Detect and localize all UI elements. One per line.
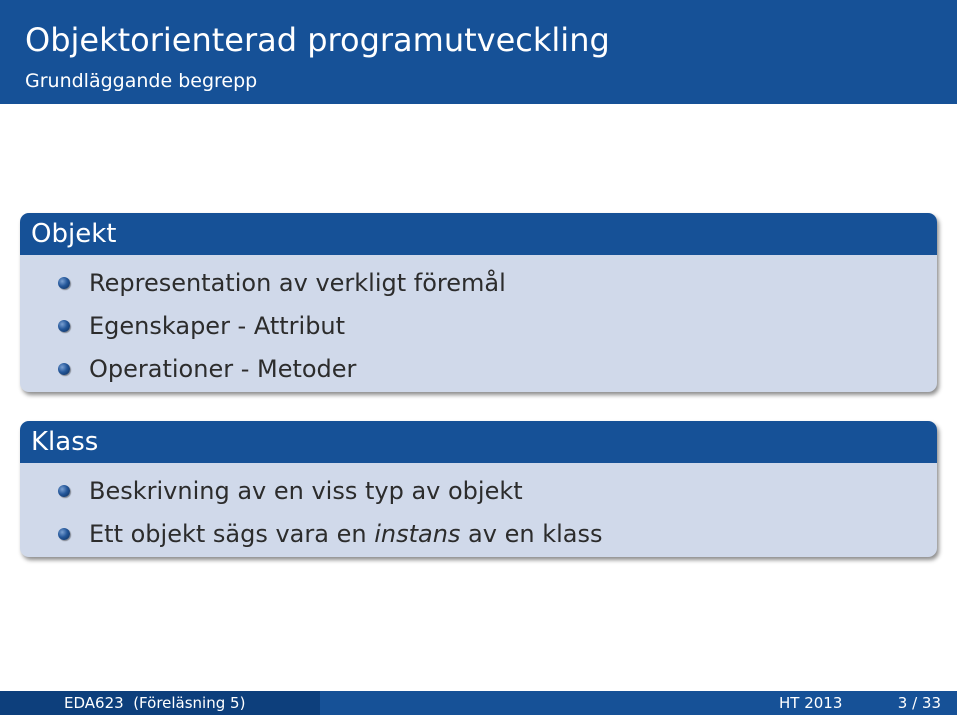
block-klass xyxy=(20,421,937,557)
block-title: Objekt xyxy=(20,213,937,255)
footer-course: EDA623 (Föreläsning 5) xyxy=(64,694,246,712)
bullet-ball-icon xyxy=(58,485,70,497)
footer-term: HT 2013 xyxy=(779,694,843,712)
bullet-ball-icon xyxy=(58,277,70,289)
list-item xyxy=(20,349,937,392)
slide-title: Objektorienterad programutveckling xyxy=(25,21,610,59)
list-item xyxy=(20,471,937,514)
slide-header xyxy=(0,0,957,104)
bullet-list xyxy=(20,255,937,392)
slide-footer xyxy=(0,691,957,715)
list-item xyxy=(20,514,937,557)
list-item-text: Representation av verkligt föremål xyxy=(89,269,506,297)
emphasis-text: instans xyxy=(374,520,461,548)
list-item-text: Beskrivning av en viss typ av objekt xyxy=(89,477,523,505)
bullet-list xyxy=(20,463,937,557)
slide-subtitle: Grundläggande begrepp xyxy=(25,70,258,92)
list-item xyxy=(20,306,937,349)
footer-page-number: 3 / 33 xyxy=(897,694,941,712)
list-item-text: Egenskaper - Attribut xyxy=(89,312,346,340)
bullet-ball-icon xyxy=(58,528,70,540)
list-item-text-after: av en klass xyxy=(460,520,603,548)
block-objekt xyxy=(20,213,937,392)
list-item-text: Operationer - Metoder xyxy=(89,355,357,383)
footer-course-box xyxy=(0,691,320,715)
list-item xyxy=(20,263,937,306)
block-title: Klass xyxy=(20,421,937,463)
bullet-ball-icon xyxy=(58,363,70,375)
bullet-ball-icon xyxy=(58,320,70,332)
list-item-text-before: Ett objekt sägs vara en xyxy=(89,520,375,548)
